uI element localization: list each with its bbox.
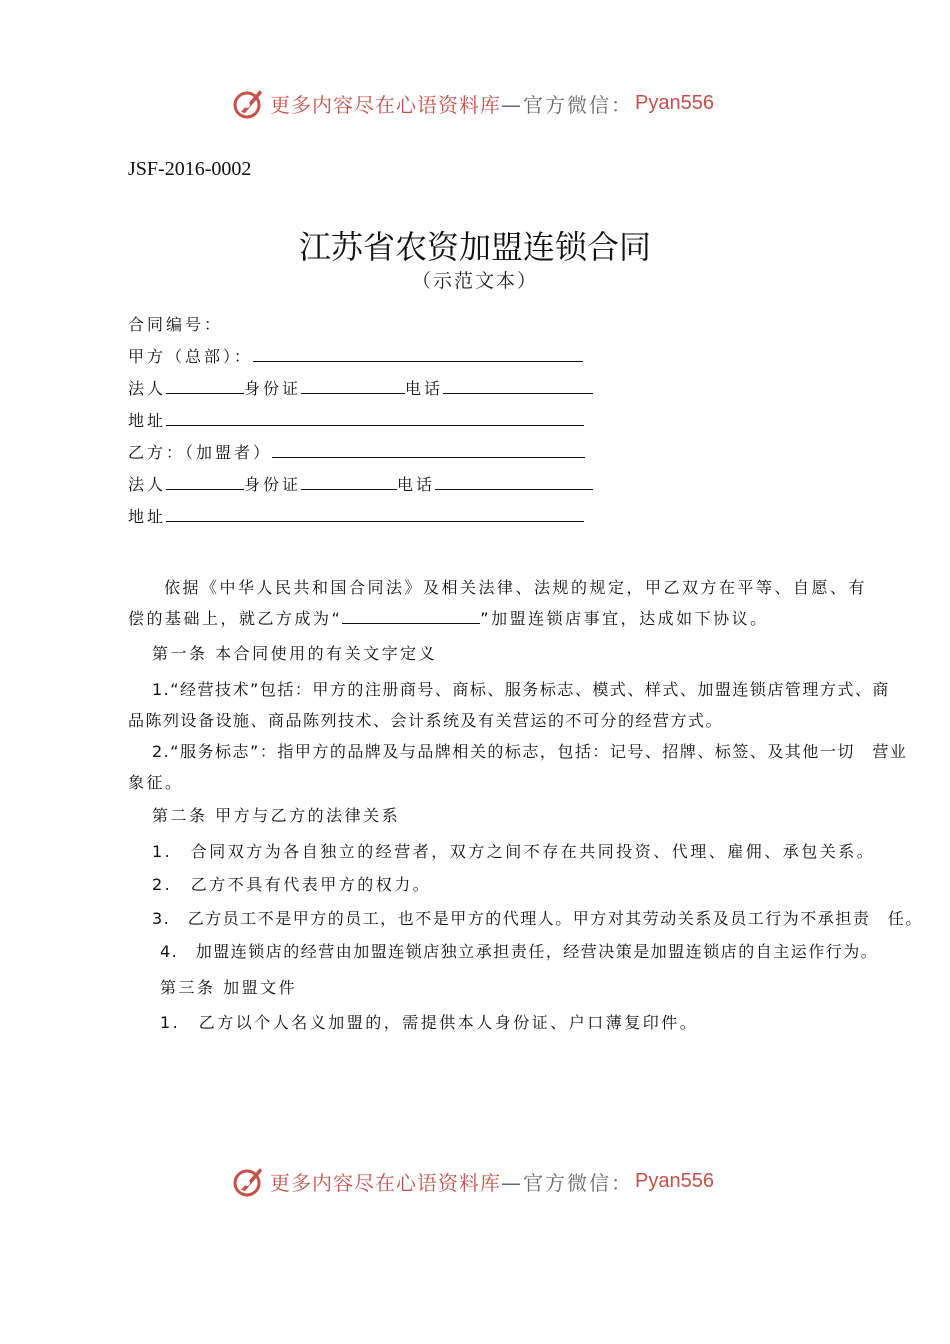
address-blank[interactable] (166, 504, 584, 522)
article-3-item-1: 1. 乙方以个人名义加盟的，需提供本人身份证、户口薄复印件。 (160, 1013, 699, 1032)
party-a-address-row (128, 408, 584, 431)
party-b-label: 乙方：（加盟者） (128, 443, 273, 462)
id-card-label: 身份证 (244, 379, 302, 398)
phone-label: 电话 (397, 475, 436, 494)
legal-rep-label: 法人 (128, 475, 167, 494)
watermark-separator: —官方微信： (501, 1170, 633, 1195)
party-b-legal-row (128, 472, 593, 495)
article-2-title: 第二条 甲方与乙方的法律关系 (152, 806, 401, 825)
legal-rep-blank[interactable] (166, 472, 244, 490)
article-2-item-3: 3. 乙方员工不是甲方的员工，也不是甲方的代理人。甲方对其劳动关系及员工行为不承担责 任。 (152, 909, 923, 928)
intro-text-b: ”加盟连锁店事宜，达成如下协议。 (480, 609, 769, 628)
article-2-item-2: 2. 乙方不具有代表甲方的权力。 (152, 875, 432, 894)
phone-label: 电话 (405, 379, 444, 398)
watermark-text: 更多内容尽在心语资料库 (270, 1170, 501, 1195)
watermark-banner-bottom (232, 1164, 714, 1198)
document-subtitle: （示范文本） (411, 270, 538, 292)
watermark-wechat-id: Pyan556 (635, 1169, 714, 1192)
franchise-name-blank[interactable] (342, 606, 480, 624)
party-a-label: 甲方（总部）： (128, 347, 254, 366)
id-card-blank[interactable] (301, 376, 405, 394)
party-b-blank[interactable] (272, 440, 585, 458)
id-card-label: 身份证 (244, 475, 302, 494)
article-1-item-1-line-1: 1.“经营技术”包括：甲方的注册商号、商标、服务标志、模式、样式、加盟连锁店管理方式、商 (152, 680, 890, 699)
document-number: JSF-2016-0002 (128, 158, 252, 180)
quill-logo-icon (232, 86, 266, 120)
phone-blank[interactable] (435, 472, 593, 490)
party-a-legal-row (128, 376, 593, 399)
document-title: 江苏省农资加盟连锁合同 (298, 228, 651, 266)
contract-number-label: 合同编号： (128, 315, 224, 334)
address-label: 地址 (128, 507, 167, 526)
id-card-blank[interactable] (301, 472, 397, 490)
phone-blank[interactable] (443, 376, 593, 394)
quill-logo-icon (232, 1164, 266, 1198)
watermark-banner-top (232, 86, 714, 120)
intro-paragraph-line-2 (128, 606, 769, 629)
intro-paragraph-line-1: 依据《中华人民共和国合同法》及相关法律、法规的规定，甲乙双方在平等、自愿、有 (164, 578, 868, 597)
article-3-title: 第三条 加盟文件 (160, 978, 298, 997)
intro-text-a: 偿的基础上，就乙方成为“ (128, 609, 343, 628)
watermark-text: 更多内容尽在心语资料库 (270, 92, 501, 117)
legal-rep-blank[interactable] (166, 376, 244, 394)
article-1-title: 第一条 本合同使用的有关文字定义 (152, 644, 438, 663)
article-2-item-4: 4. 加盟连锁店的经营由加盟连锁店独立承担责任，经营决策是加盟连锁店的自主运作行为。 (160, 942, 879, 961)
watermark-wechat-id: Pyan556 (635, 91, 714, 114)
watermark-separator: —官方微信： (501, 92, 633, 117)
article-1-item-2-line-1: 2.“服务标志”：指甲方的品牌及与品牌相关的标志，包括：记号、招牌、标签、及其他一切 营业 (152, 742, 908, 761)
party-a-row (128, 344, 583, 367)
party-b-address-row (128, 504, 584, 527)
party-a-blank[interactable] (253, 344, 583, 362)
party-b-row (128, 440, 585, 463)
article-2-item-1: 1. 合同双方为各自独立的经营者，双方之间不存在共同投资、代理、雇佣、承包关系。 (152, 842, 876, 861)
article-1-item-2-line-2: 象征。 (128, 773, 184, 792)
address-label: 地址 (128, 411, 167, 430)
legal-rep-label: 法人 (128, 379, 167, 398)
article-1-item-1-line-2: 品陈列设备设施、商品陈列技术、会计系统及有关营运的不可分的经营方式。 (128, 711, 724, 730)
address-blank[interactable] (166, 408, 584, 426)
